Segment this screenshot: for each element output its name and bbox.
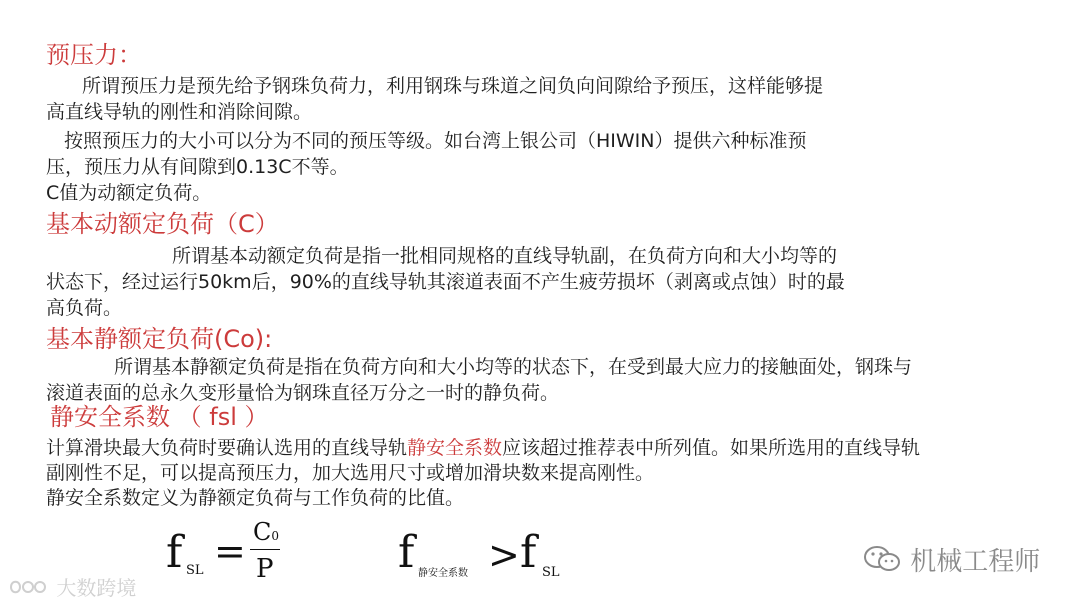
static-heading: 基本静额定负荷(Co): [46,325,273,353]
formula2-lhs-sub: 静安全系数 [418,568,468,579]
preload-paragraph2-line2: 压，预压力从有间隙到0.13C不等。 [46,156,349,178]
wechat-icon [862,544,902,581]
static-line2: 滚道表面的总永久变形量恰为钢珠直径万分之一时的静负荷。 [46,382,560,404]
dynamic-line1: 所谓基本动额定负荷是指一批相同规格的直线导轨副，在负荷方向和大小均等的 [172,245,838,267]
formula1-denominator: P [256,554,274,584]
static-line1: 所谓基本静额定负荷是指在负荷方向和大小均等的状态下，在受到最大应力的接触面处，钢珠与 [114,356,913,378]
dynamic-line2: 状态下，经过运行50km后，90%的直线导轨其滚道表面不产生疲劳损坏（剥离或点蚀）时的最 [46,271,845,293]
dynamic-heading: 基本动额定负荷（C） [46,210,279,238]
formula1-equals: = [214,529,246,573]
watermark-left-text: 大数跨境 [56,576,137,600]
formula1-lhs: f [166,527,183,578]
formula2-lhs: f [398,527,415,578]
safety-line1-highlight: 静安全系数 [407,437,503,459]
formula1-num-c: C [253,518,272,546]
watermark-wechat [862,544,1040,581]
preload-paragraph3: C值为动额定负荷。 [46,182,212,204]
safety-line2: 副刚性不足，可以提高预压力，加大选用尺寸或增加滑块数来提高刚性。 [46,462,655,484]
preload-paragraph1-line2: 高直线导轨的刚性和消除间隙。 [46,101,313,123]
watermark-left [8,576,136,603]
preload-heading: 预压力： [46,41,142,69]
formula2-greater-than: > [488,533,520,577]
brand-logo-icon [8,576,50,603]
preload-paragraph1-line1: 所谓预压力是预先给予钢珠负荷力，利用钢珠与珠道之间负向间隙给予预压，这样能够提 [82,75,824,97]
dynamic-line3: 高负荷。 [46,297,123,319]
safety-line3: 静安全系数定义为静额定负荷与工作负荷的比值。 [46,487,465,509]
safety-line1 [46,435,920,461]
formula1-fraction-bar [250,549,280,550]
formula2-rhs-sub: SL [542,565,560,580]
safety-heading: 静安全系数 （ fsl ） [50,403,269,431]
safety-line1-part-a: 计算滑块最大负荷时要确认选用的直线导轨 [46,437,408,459]
safety-line1-part-b: 应该超过推荐表中所列值。如果所选用的直线导轨 [502,437,921,459]
preload-paragraph2-line1: 按照预压力的大小可以分为不同的预压等级。如台湾上银公司（HIWIN）提供六种标准预 [64,130,807,152]
formula1-lhs-sub: SL [186,563,204,578]
formula1-num-sub: 0 [271,529,280,543]
formula1-numerator [253,520,279,544]
formula2-rhs: f [520,527,537,578]
watermark-right-text: 机械工程师 [910,547,1041,577]
